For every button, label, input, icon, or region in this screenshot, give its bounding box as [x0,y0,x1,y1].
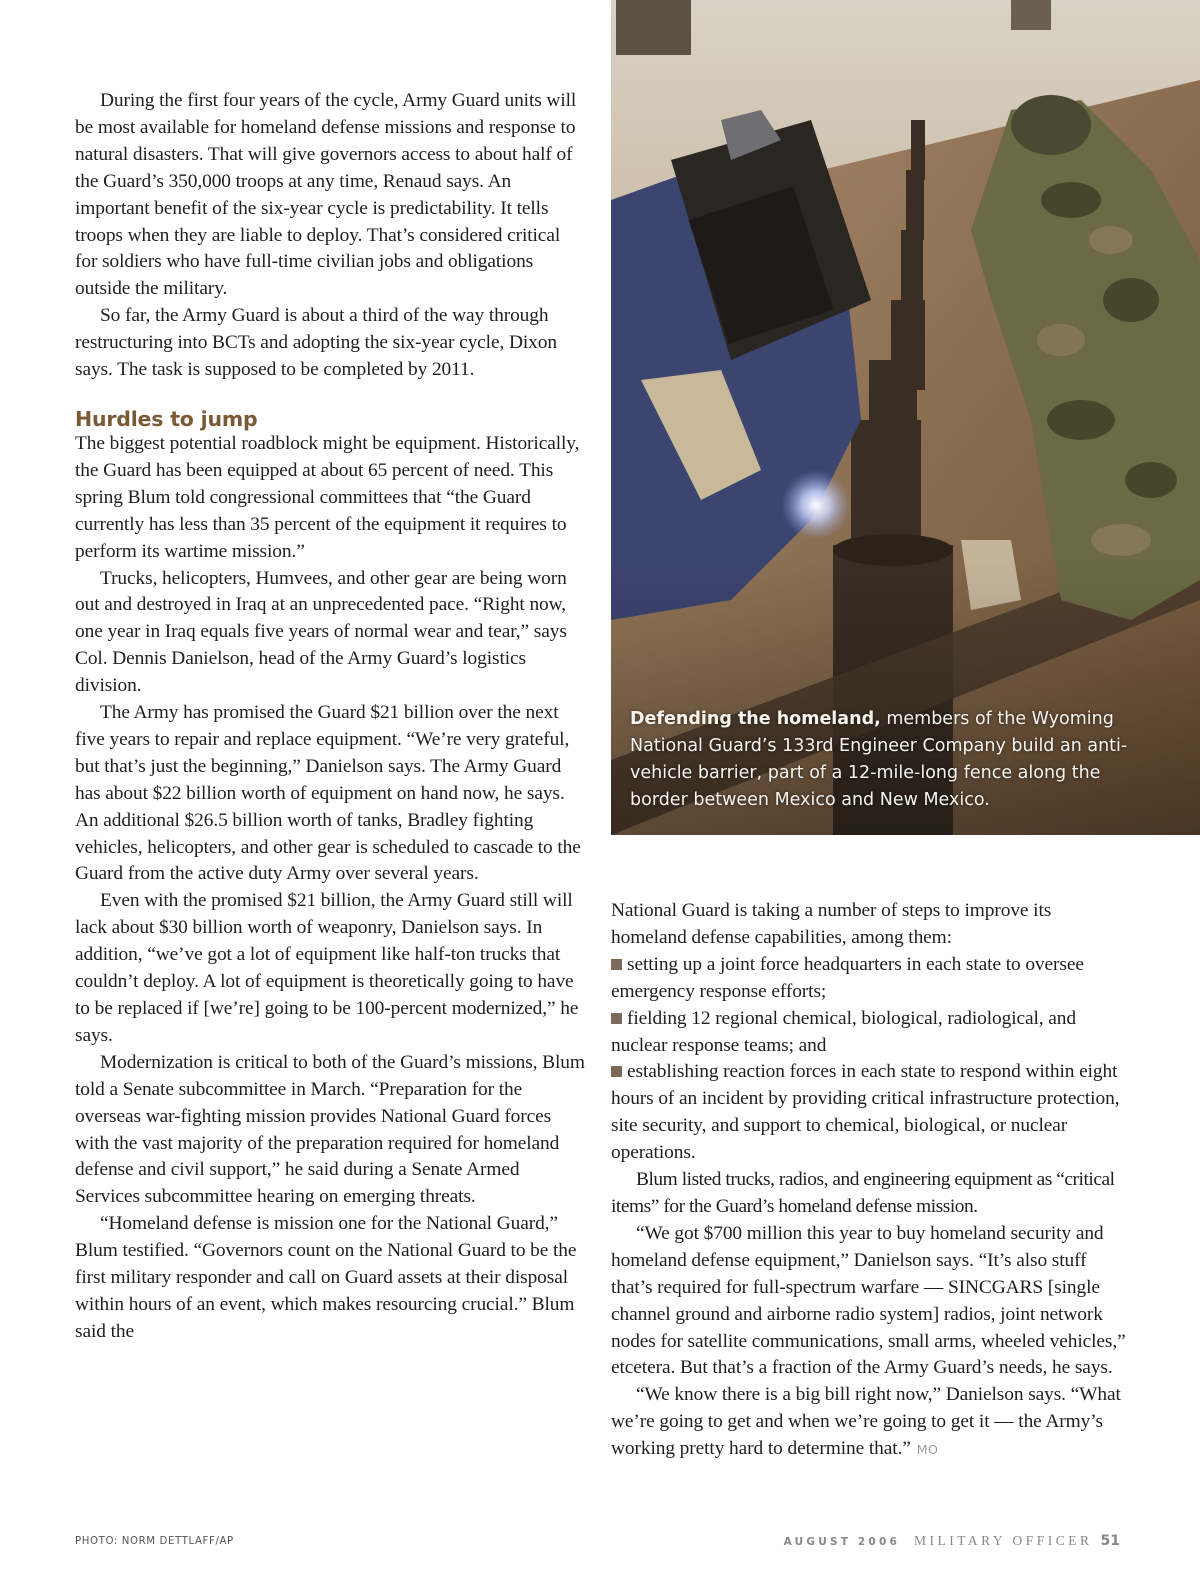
article-column-right [611,898,1126,1464]
issue-date: AUGUST 2006 [783,1536,900,1548]
body-paragraph: Blum listed trucks, radios, and engineering equipment as “critical items” for the Guard’s homeland defense mission. [611,1169,1115,1217]
bullet-item [611,952,1126,1006]
body-paragraph: The Army has promised the Guard $21 billion over the next five years to repair and replace equipment. “We’re very grateful, but that’s just the beginning,” Danielson says. The Army Guard has about $22 billion worth of equipment on hand now, he says. An additional $26.5 billion worth of tanks, Bradley fighting vehicles, helicopters, and other gear is scheduled to cascade to the Guard from the active duty Army over several years. [75,702,581,885]
last-paragraph-text: “We know there is a big bill right now,” Danielson says. “What we’re going to get and when we’re going to get it — the Army’s working pretty hard to determine that.” [611,1384,1121,1460]
body-paragraph: So far, the Army Guard is about a third of the way through restructuring into BCTs and adopting the six-year cycle, Dixon says. The task is supposed to be completed by 2011. [75,305,557,381]
square-bullet-icon [611,1013,622,1024]
body-paragraph [611,1382,1126,1464]
body-paragraph: National Guard is taking a number of steps to improve its homeland defense capabilities, among them: [611,900,1052,948]
section-subhead: Hurdles to jump [75,406,258,431]
body-paragraph: Even with the promised $21 billion, the Army Guard still will lack about $30 billion worth of weaponry, Danielson says. In addition, “we’ve got a lot of equipment like half-ton trucks that couldn’t deploy. A lot of equipment is theoretically going to have to be replaced if [we’re] going to be 100-percent modernized,” he says. [75,890,579,1046]
body-paragraph: Trucks, helicopters, Humvees, and other gear are being worn out and destroyed in Iraq at an unprecedented pace. “Right now, one year in Iraq equals five years of normal wear and tear,” says Col. Dennis Danielson, head of the Army Guard’s logistics division. [75,567,567,697]
end-mark: MO [916,1442,939,1458]
caption-lead: Defending the homeland, [630,709,881,729]
bullet-item [611,1059,1126,1167]
article-column-left [75,88,587,1346]
page-folio [784,1532,1120,1550]
bullet-text: establishing reaction forces in each state to respond within eight hours of an incident by providing critical infrastructure protection, site security, and support to chemical, biological, or nuclear operations. [611,1061,1120,1164]
body-paragraph: The biggest potential roadblock might be equipment. Historically, the Guard has been equipped at about 65 percent of need. This spring Blum told congressional committees that “the Guard currently has less than 35 percent of the equipment it requires to perform its wartime mission.” [75,432,580,562]
bullet-item [611,1006,1126,1060]
publication-name: MILITARY OFFICER [913,1533,1093,1548]
photo-caption [630,706,1130,814]
body-paragraph: During the first four years of the cycle, Army Guard units will be most available for homeland defense missions and response to natural disasters. That will give governors access to about half of the Guard’s 350,000 troops at any time, Renaud says. An important benefit of the six-year cycle is predictability. It tells troops when they are liable to deploy. That’s considered critical for soldiers who have full-time civilian jobs and obligations outside the military. [75,90,577,300]
caption-text: members of the Wyoming National Guard’s 133rd Engineer Company build an anti-vehicle barrier, part of a 12-mile-long fence along the border between Mexico and New Mexico. [630,709,1128,810]
article-photo [611,0,1200,835]
body-paragraph: “Homeland defense is mission one for the National Guard,” Blum testified. “Governors count on the National Guard to be the first military responder and call on Guard assets at their disposal within hours of an event, which makes resourcing crucial.” Blum said the [75,1213,577,1342]
body-paragraph: Modernization is critical to both of the Guard’s missions, Blum told a Senate subcommittee in March. “Preparation for the overseas war-fighting mission provides National Guard forces with the vast majority of the preparation required for homeland defense and civil support,” he said during a Senate Armed Services subcommittee hearing on emerging threats. [75,1051,585,1208]
bullet-text: fielding 12 regional chemical, biological, radiological, and nuclear response teams; and [611,1007,1076,1056]
page-number: 51 [1100,1533,1120,1549]
square-bullet-icon [611,1066,622,1077]
square-bullet-icon [611,959,622,970]
photo-credit: PHOTO: NORM DETTLAFF/AP [75,1536,234,1547]
bullet-text: setting up a joint force headquarters in each state to oversee emergency response efforts; [611,953,1084,1002]
body-paragraph: “We got $700 million this year to buy homeland security and homeland defense equipment,” Danielson says. “It’s also stuff that’s required for full-spectrum warfare — SINCGARS [single channel ground and airborne radio system] radios, joint network nodes for satellite communications, small arms, wheeled vehicles,” etcetera. But that’s a fraction of the Army Guard’s needs, he says. [611,1222,1126,1379]
